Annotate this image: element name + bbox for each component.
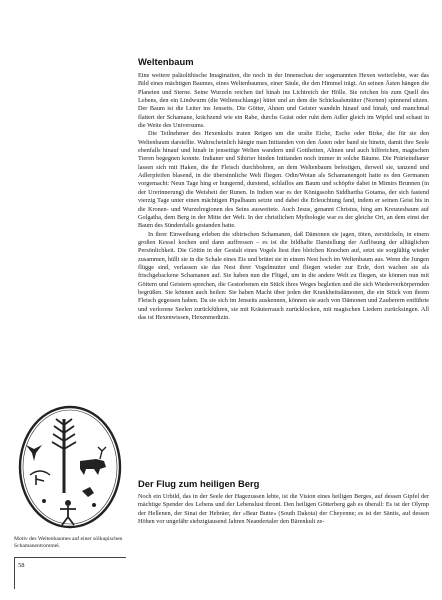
paragraph: Die Teilnehmer des Hexenkults traten Reigen um die uralte Eiche, Esche oder Birke, die für sie den Weltenbaum darstellte. Wahrscheinlich hängte man Initianden von den Ästen oder band sie hinein, damit ihre Seele ebenfalls hinauf und hinab in jenseitige Welten wandern und Gottheiten, Ahnen und auch hilfreichen, magischen Tieren begegnen konnte. Indianer und Sibirier binden Initianden noch immer in solche Bäume. Die Prärieindianer lassen sich mit Haken, die ihr Fleisch durchbohren, an dem Weltenbaum befestigen, derweil sie, tanzend und Adlerpfeifen blasend, in die übersinnliche Welt fliegen. Odin/Wotan als Schamanengott hatte es den Germanen vorgemacht: Neun Tage hing er hungernd, durstend, schlaflos am Baum und schöpfte dabei in Mimirs Brunnen (in der Urerinnerung) die Weisheit der Runen. In Indien war es der Königssohn Siddhartha Gotama, der sich fastend vierzig Tage unter einen mächtigen Pipalbaum setzte und dabei die Erleuchtung fand, indem er seinen Geist bis in die Kronen- und Wurzelregionen des Seins ausweitete. Auch Jesus, genannt Christus, hing am Kreuzesbaum auf Golgatha, dem Berg in der Mitte der Welt. In der christlichen Mythologie war es der gleiche Ort, an dem einst der Baum des Sündenfalls gestanden hatte. bbox=[138, 130, 429, 230]
figure-caption: Motiv des Weltenbaumes auf einer sölkupischen Schamanentrommel. bbox=[14, 536, 123, 550]
section-heading-weltenbaum: Weltenbaum bbox=[138, 56, 194, 67]
paragraph: Eine weitere paläolithische Imagination, die noch in der Innenschau der sogenannten Hexen weiterlebte, war das Bild eines mächtigen Baumes, eines Weltenbaumes, einer Säule, die den Himmel trägt. An seinen Ästen hängen die Planeten und Sterne. Seine Wurzeln reichen tief hinab ins Lichtreich der Hölle. Sie reichen bis zum Quell des Lebens, den ein Lindwurm (die Weltenschlange) hütet und an dem die Schicksalsmütter (Nornen) spinnend sitzen. Der Baum ist die Leiter ins Jenseits. Die Götter, Ahnen und Geister wandeln hinauf und hinab, und manchmal flattert der Schamane, krächzend wie ein Rabe, durchs Geäst oder ruht dem Adler gleich im Wipfel und schaut in die Weite des Universums. bbox=[138, 72, 429, 130]
footer-rule-vertical bbox=[14, 557, 15, 589]
shaman-drum-illustration bbox=[14, 401, 126, 531]
paragraph: In ihrer Einweihung erleben die sibirischen Schamanen, daß Dämonen sie jagen, töten, zerstückeln, in einem großen Kessel kochen und dann auffressen – es ist die bildhafte Darstellung der Auflösung der alltäglichen Persönlichkeit. Die Göttin in der Gestalt eines Vogels liest ihre bleichen Knochen auf, setzt sie sorgfältig wieder zusammen, hüllt sie in die Schale eines Eis und brütet sie in einem Nest hoch im Weltenbaum aus. Wenn die Jungen flügge sind, verlassen sie das Nest ihrer Vogelmutter und fliegen wieder zur Erde, dort wachen sie als frischgebackene Schamanen auf. Sie haben nun die Flügel, um in die andere Welt zu fliegen, sie können nun mit Göttern und Geistern sprechen, die Gestorbenen ein Stück ihres Weges begleiten und die sich Wiederverkörpernden begrüßen. Sie können auch heilen: Sie haben Macht über jeden der Krankheitsdämonen, die ein Stück von ihrem Fleisch gegessen haben. Da sie sich im Jenseits auskennen, können sie auch von Dämonen und Zauberern entführte und verlorene Seelen zurückführen, sie mit Kräuterrauch zurücklocken, mit magischen Liedern zurücksingen. All das ist Hexenwissen, Hexenmedizin. bbox=[138, 230, 429, 321]
paragraph: Noch ein Urbild, das in der Seele der Hagezussen lebte, ist die Vision eines heiligen Berges, auf dessen Gipfel der mächtige Spender des Lebens und der Lebenslust thront. Den heiligen Götterberg gab es überall: Es ist der Olymp der Hellenen, der Sinai der Hebräer, der »Bear Butte« (South Dakota) der Cheyenne; es ist der Säntis, auf dessen Höhen vor ungefähr siebzigtausend Jahren Neandertaler den Bärenkult ze- bbox=[138, 493, 429, 526]
section-flug-body bbox=[138, 493, 429, 526]
footer-rule bbox=[14, 557, 126, 558]
shaman-drum-icon bbox=[14, 401, 126, 531]
section-heading-flug: Der Flug zum heiligen Berg bbox=[138, 478, 260, 489]
section-weltenbaum-body bbox=[138, 72, 429, 322]
page-number: 58 bbox=[18, 562, 25, 569]
